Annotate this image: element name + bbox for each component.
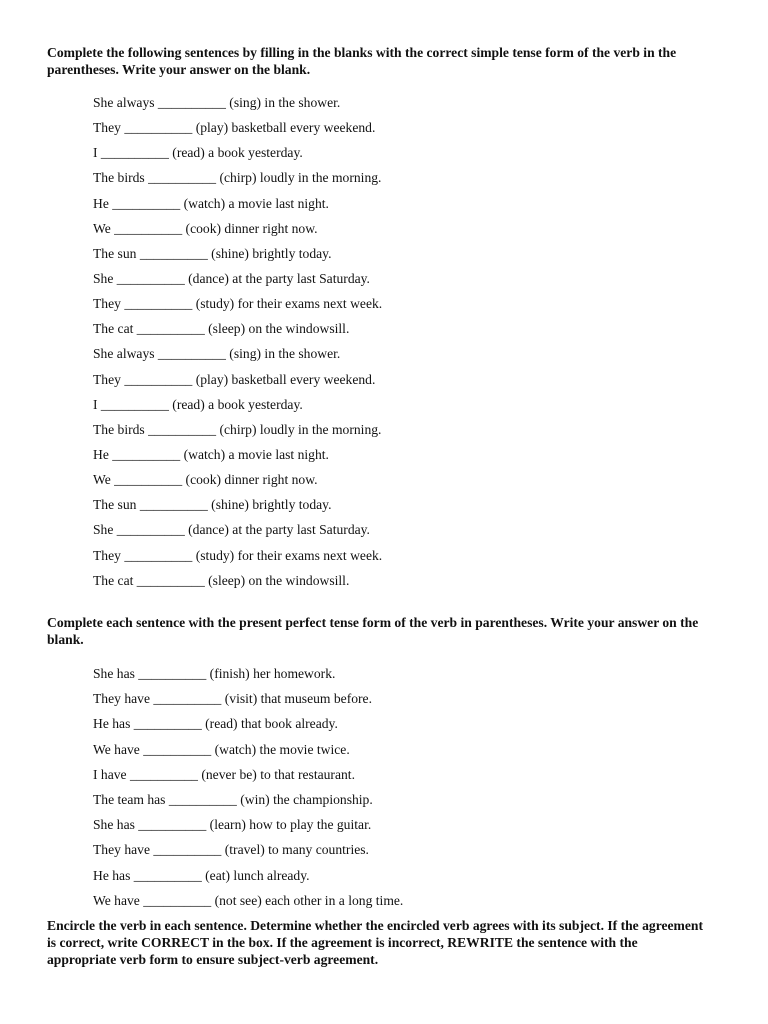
item-sentence: We __________ (cook) dinner right now. <box>93 220 318 236</box>
item-sentence: We have __________ (watch) the movie twice. <box>93 741 350 757</box>
item-sentence: She __________ (dance) at the party last Saturday. <box>93 522 370 538</box>
item-sentence: She has __________ (learn) how to play the guitar. <box>93 817 372 833</box>
item-sentence: The sun __________ (shine) brightly today. <box>93 245 332 261</box>
item-sentence: He has __________ (eat) lunch already. <box>93 867 310 883</box>
item-sentence: He has __________ (read) that book already. <box>93 716 338 732</box>
section1-instruction: Complete the following sentences by filling in the blanks with the correct simple tense form of the verb in the parentheses. Write your answer on the blank. <box>47 45 677 77</box>
item-sentence: She has __________ (finish) her homework. <box>93 666 336 681</box>
item-sentence: The cat __________ (sleep) on the windowsill. <box>93 572 350 588</box>
item-sentence: She always __________ (sing) in the shower. <box>93 95 341 110</box>
item-sentence: The sun __________ (shine) brightly today. <box>93 497 332 513</box>
item-sentence: They have __________ (visit) that museum before. <box>93 691 372 707</box>
item-sentence: I have __________ (never be) to that restaurant. <box>93 766 355 782</box>
section3-instruction: Encircle the verb in each sentence. Determine whether the encircled verb agrees with its subject. If the agreement is correct, write CORRECT in the box. If the agreement is incorrect, REWRITE the sentence with the appropriate verb form to ensure subject-verb agreement. <box>47 918 703 967</box>
item-sentence: The birds __________ (chirp) loudly in the morning. <box>93 170 382 186</box>
item-sentence: We have __________ (not see) each other in a long time. <box>93 892 404 908</box>
item-sentence: We __________ (cook) dinner right now. <box>93 472 318 488</box>
item-sentence: He __________ (watch) a movie last night. <box>93 195 329 211</box>
item-sentence: The birds __________ (chirp) loudly in the morning. <box>93 421 382 437</box>
item-sentence: The cat __________ (sleep) on the windowsill. <box>93 321 350 337</box>
item-sentence: They __________ (play) basketball every weekend. <box>93 371 376 387</box>
item-sentence: I __________ (read) a book yesterday. <box>93 396 303 412</box>
item-sentence: They __________ (study) for their exams next week. <box>93 296 383 312</box>
item-sentence: They __________ (play) basketball every weekend. <box>93 120 376 136</box>
item-sentence: He __________ (watch) a movie last night. <box>93 446 329 462</box>
item-sentence: She __________ (dance) at the party last Saturday. <box>93 270 370 286</box>
section2-instruction: Complete each sentence with the present perfect tense form of the verb in parentheses. Write your answer on the blank. <box>47 615 699 647</box>
item-sentence: They __________ (study) for their exams next week. <box>93 547 383 563</box>
item-sentence: The team has __________ (win) the championship. <box>93 791 373 807</box>
item-sentence: I __________ (read) a book yesterday. <box>93 145 303 161</box>
item-sentence: They have __________ (travel) to many countries. <box>93 842 369 858</box>
item-sentence: She always __________ (sing) in the shower. <box>93 346 341 362</box>
